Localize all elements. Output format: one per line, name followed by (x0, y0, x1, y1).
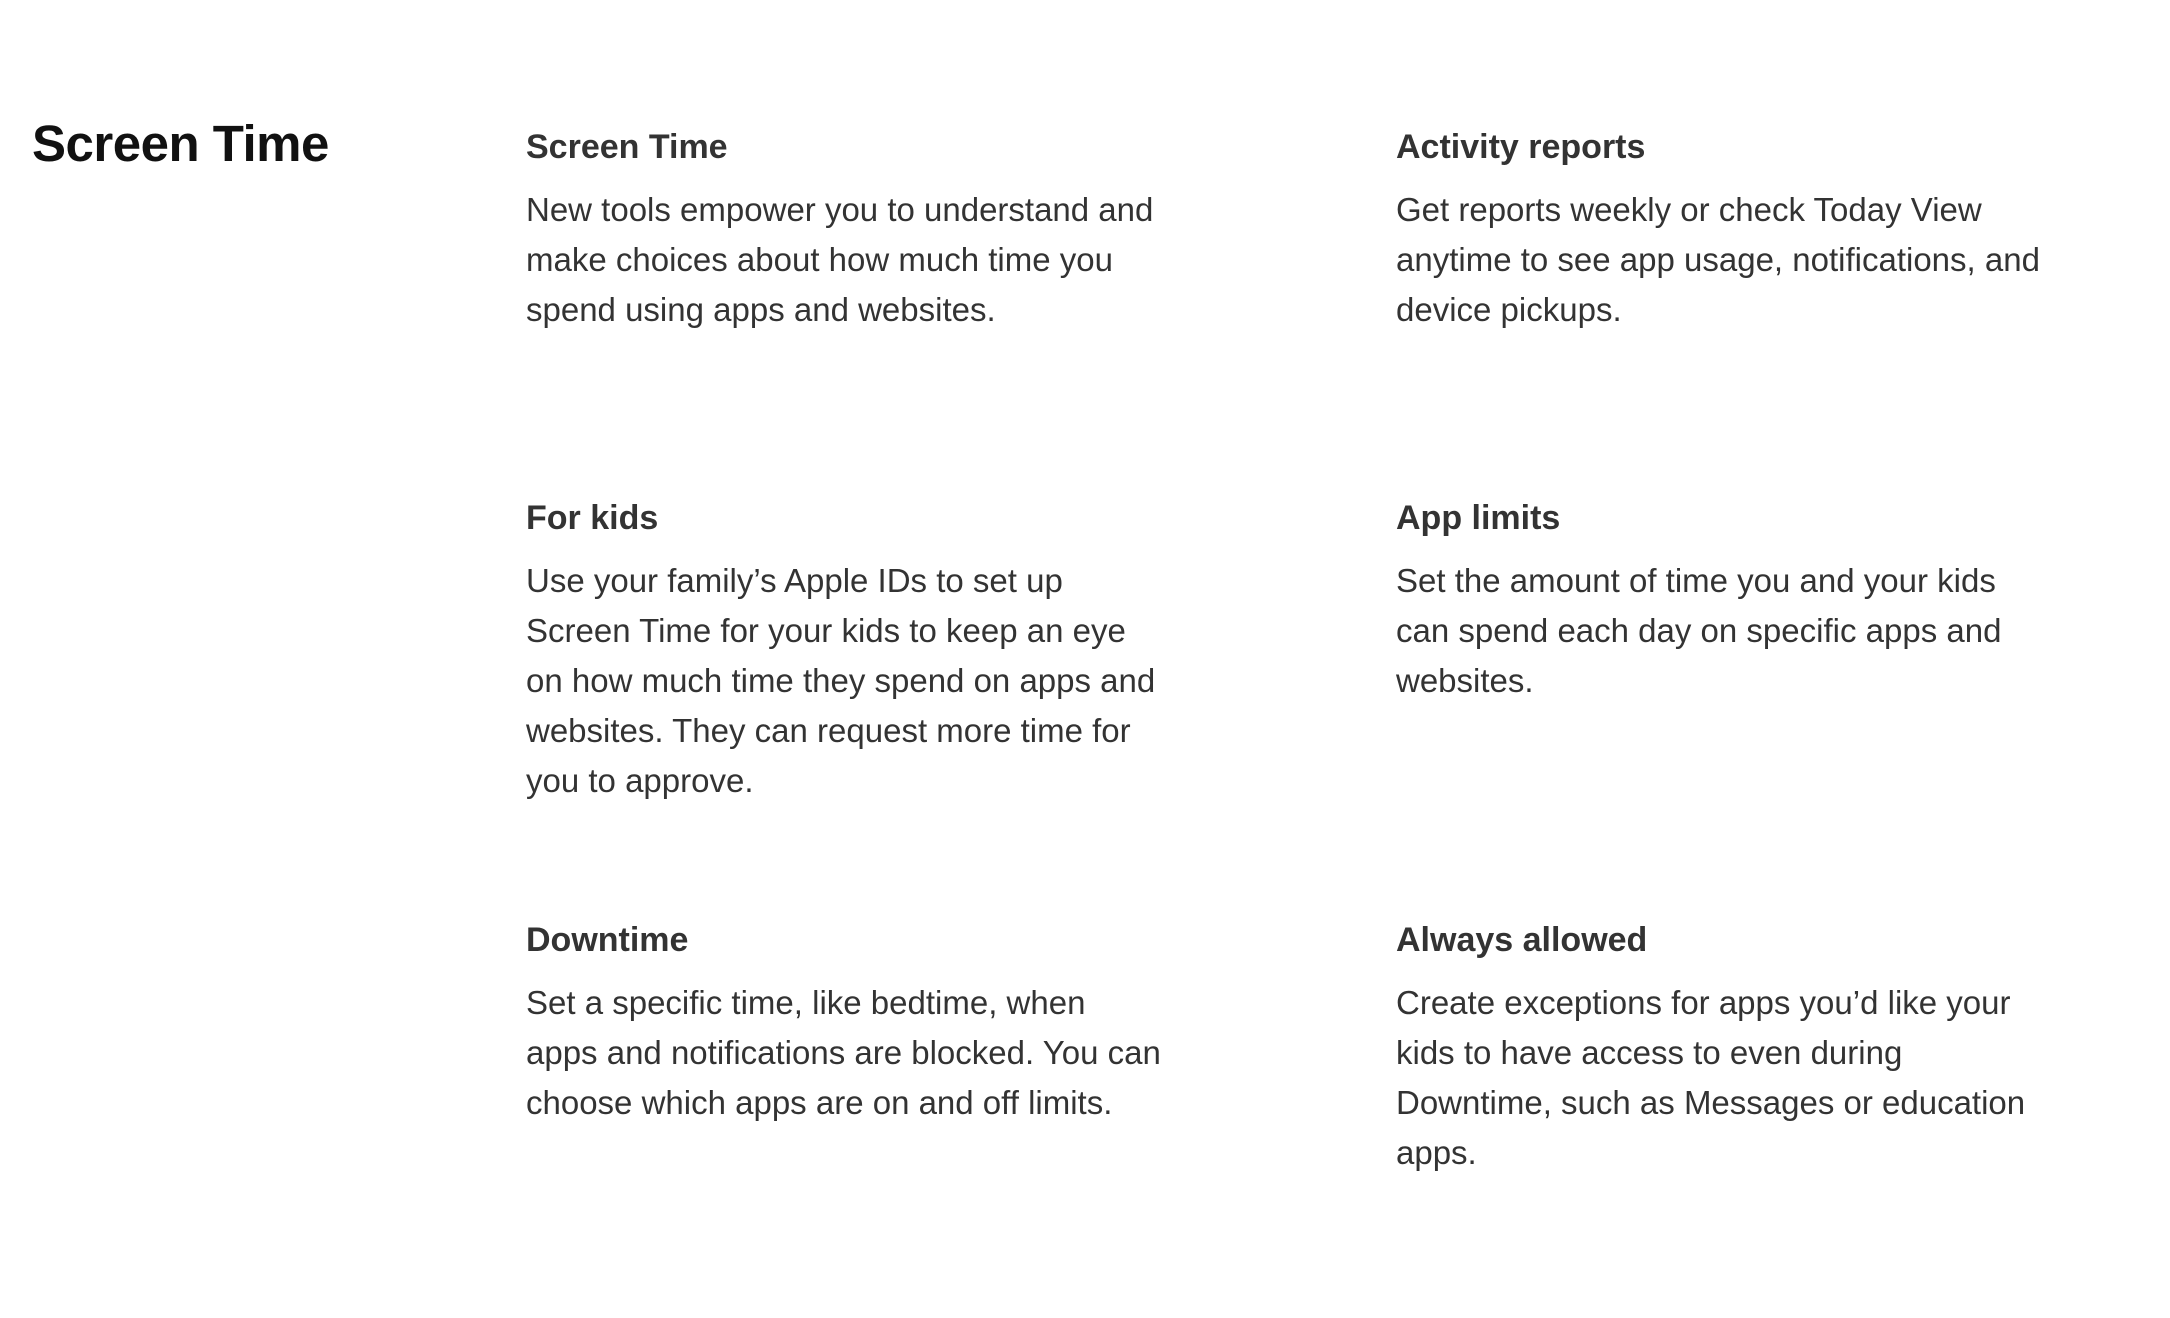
feature-title: Activity reports (1396, 128, 1646, 166)
feature-always-allowed (1396, 918, 2046, 1178)
feature-activity-reports (1396, 125, 2046, 335)
feature-title: Downtime (526, 921, 689, 959)
feature-for-kids (526, 496, 1166, 806)
feature-description: Get reports weekly or check Today View anytime to see app usage, notifications, and device pickups. (1396, 191, 2040, 328)
feature-description: Use your family’s Apple IDs to set up Screen Time for your kids to keep an eye on how much time they spend on apps and websites. They can request more time for you to approve. (526, 562, 1156, 799)
section-title: Screen Time (32, 115, 329, 172)
feature-description: Create exceptions for apps you’d like your kids to have access to even during Downtime, such as Messages or education apps. (1396, 984, 2026, 1171)
feature-title: Screen Time (526, 128, 728, 166)
feature-title: Always allowed (1396, 921, 1648, 959)
feature-app-limits (1396, 496, 2046, 706)
feature-downtime (526, 918, 1166, 1128)
feature-screen-time (526, 125, 1166, 335)
feature-title: App limits (1396, 499, 1561, 537)
feature-description: Set a specific time, like bedtime, when apps and notifications are blocked. You can choose which apps are on and off limits. (526, 984, 1161, 1121)
feature-description: Set the amount of time you and your kids can spend each day on specific apps and websites. (1396, 562, 2002, 699)
feature-title: For kids (526, 499, 659, 537)
feature-description: New tools empower you to understand and make choices about how much time you spend using apps and websites. (526, 191, 1154, 328)
